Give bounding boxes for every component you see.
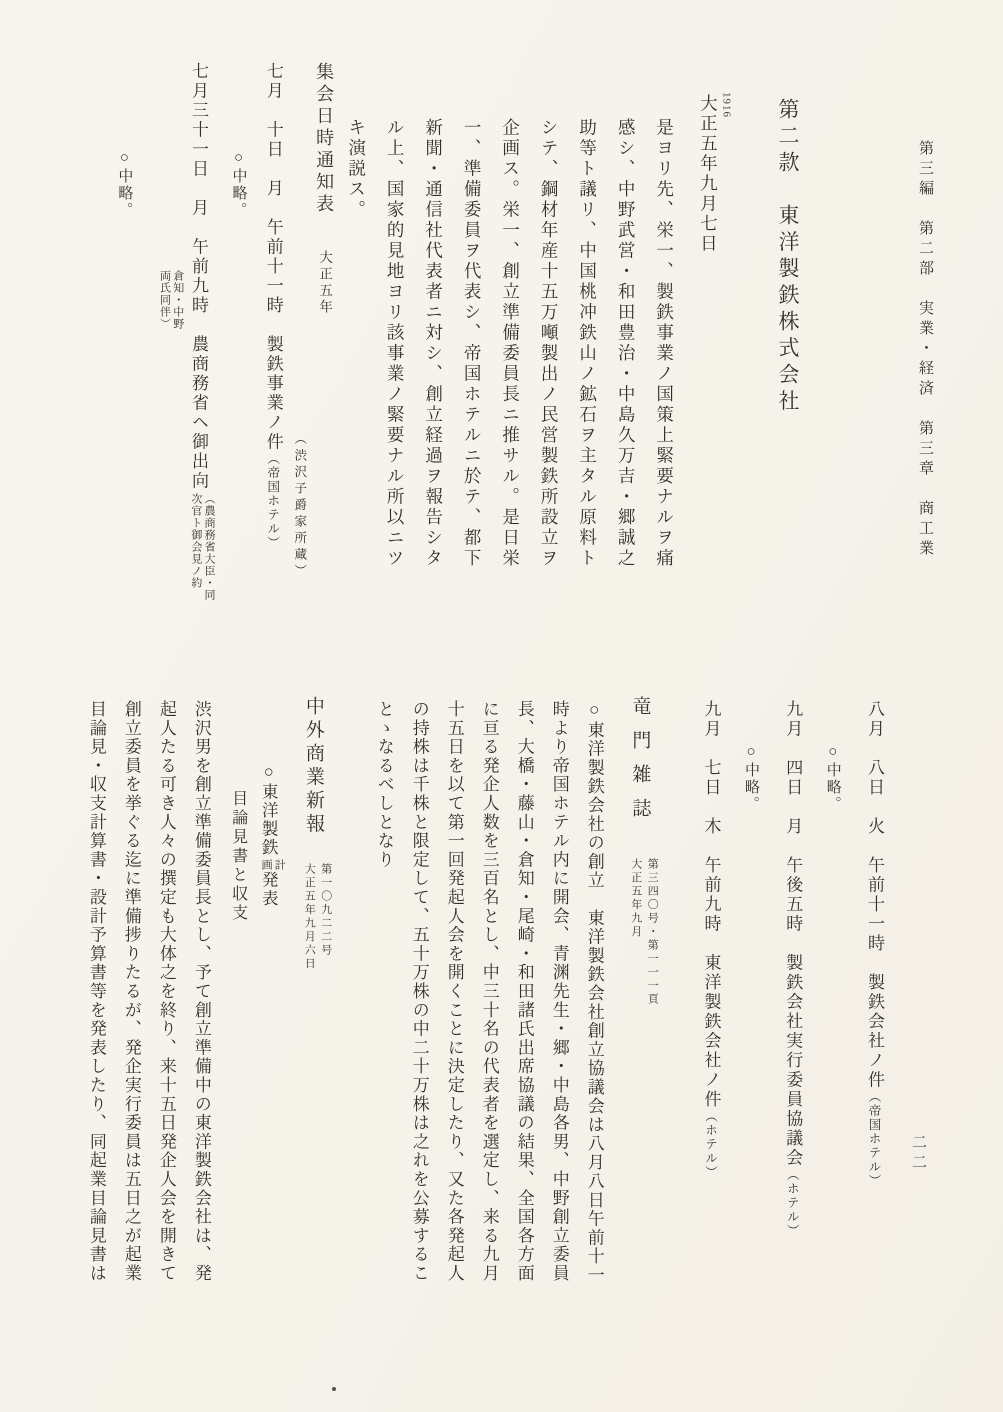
journal-title-ryumon [627,692,661,1312]
omission-mark: ○中略。 [743,744,759,813]
notice-heading [312,58,335,670]
body-line: とゝなるべしとなり [374,700,394,870]
body-line: 助等ト議リ、中国桃冲鉄山ノ鉱石ヲ主タル原料ト [577,118,598,569]
inline-annotation [157,270,183,330]
article-subtitle: 目論見書と収支 [229,790,247,923]
body-line: 長、大橋・藤山・倉知・尾崎・和田諸氏出席協議の結果、全国各方面 [514,700,534,1283]
annotation-line: 倉知・中野 [171,270,184,330]
running-header: 第三編 第二部 実業・経済 第三章 商工業 [917,140,933,560]
source-attribution: （渋沢子爵家所蔵） [292,432,307,581]
issue-number: 第三四〇号・第一一一頁 [646,858,659,1007]
article-headline [258,692,286,1312]
inline-annotation [189,493,215,601]
body-line: シテ、鋼材年産十五万噸製出ノ民営製鉄所設立ヲ [539,118,560,569]
body-line: の持株は千株と限定して、五十万株の中二十万株は之れを公募するこ [409,700,429,1283]
omission-mark: ○中略。 [116,150,133,219]
schedule-entry-text: 九月 七日 木 午前九時 東洋製鉄会社ノ件 [701,700,721,1110]
body-line: 企画ス。栄一、創立準備委員長ニ推サル。是日栄 [500,118,521,569]
venue-note: （ホテル） [785,1168,800,1238]
issue-number: 第一〇九二二号 [319,863,332,958]
annotation-line: 次官ト御会見ノ約 [189,493,202,589]
schedule-entry-text: 八月 八日 火 午前十一時 製鉄会社ノ件 [865,700,884,1090]
notice-era: 大正五年 [317,250,333,316]
journal-name: 竜門雑誌 [629,696,651,832]
headline-text: ○東洋製鉄 [259,762,279,857]
western-year-note: 1916 [720,92,733,118]
body-line: 時より帝国ホテル内に開会、青渊先生・郷・中島各男、中野創立委員 [549,700,569,1283]
schedule-entry [782,692,803,1312]
schedule-entry [188,58,215,670]
print-dot-mark [332,1387,336,1391]
body-line: 起人たる可き人々の撰定も大体之を終り、来十五日発企人会を開きて [156,700,176,1283]
schedule-entry-text: 七月 十日 月 午前十一時 製鉄事業ノ件 [263,62,283,452]
annotation-line: 計 [273,859,286,871]
schedule-entry [263,58,284,670]
journal-name: 中外商業新報 [302,696,324,837]
entry-date: 大正五年九月七日 [698,94,719,254]
venue-note: （ホテル） [703,1109,718,1180]
body-line: ル上、国家的見地ヨリ該事業ノ緊要ナル所以ニツ [385,118,406,569]
body-line: 創立委員を挙ぐる迄に準備捗りたるが、発企実行委員は五日之が起業 [121,700,141,1283]
body-line: 新聞・通信社代表者ニ対シ、創立経過ヲ報告シタ [423,118,444,569]
section-top [101,58,935,670]
section-title: 第二款 東洋製鉄株式会社 [776,98,800,416]
body-line: 是ヨリ先、栄一、製鉄事業ノ国策上緊要ナルヲ痛 [654,118,675,569]
issue-date: 大正五年九月六日 [303,863,316,971]
schedule-entry [864,692,885,1312]
schedule-entry-text: 九月 四日 月 午後五時 製鉄会社実行委員協議会 [783,700,803,1168]
venue-note: （帝国ホテル） [867,1090,881,1188]
issue-annotation [627,858,660,1007]
body-line: 目論見・収支計算書・設計予算書等を発表したり、同起業目論見書は [86,700,106,1283]
headline-text: 発表 [259,871,279,908]
annotation-line: 画 [260,859,273,871]
issue-annotation [301,863,334,971]
omission-mark: ○中略。 [230,150,247,219]
journal-title-chugai [300,692,334,1312]
body-line: に亘る発企人数を三百名とし、中三十名の代表者を選定し、来る九月 [479,700,499,1283]
venue-note: （帝国ホテル） [265,452,280,550]
page-number: 二二 [910,1134,926,1174]
annotation-line: （農商務省大臣・同 [203,493,216,601]
body-line: 十五日を以て第一回発起人会を開くことに決定したり、又た各発起人 [444,700,464,1283]
body-line: 感シ、中野武営・和田豊治・中島久万吉・郷誠之 [616,118,637,569]
body-line: 一、準備委員ヲ代表シ、帝国ホテルニ於テ、都下 [462,118,483,569]
companion-note [157,58,183,670]
inline-annotation [259,859,285,871]
body-line: 渋沢男を創立準備委員長とし、予て創立準備中の東洋製鉄会社は、発 [191,700,211,1283]
issue-date: 大正五年九月 [629,858,642,939]
body-line: ○東洋製鉄会社の創立 東洋製鉄会社創立協議会は八月八日午前十一 [584,700,604,1285]
section-bottom [70,692,885,1312]
schedule-entry-text: 七月三十一日 月 午前九時 農商務省ヘ御出向 [188,62,208,491]
notice-heading-text: 集会日時通知表 [314,62,335,216]
body-line: キ演説ス。 [346,118,367,221]
schedule-entry [700,692,721,1312]
omission-mark: ○中略。 [824,744,841,813]
annotation-line: 両氏同伴） [158,270,171,330]
